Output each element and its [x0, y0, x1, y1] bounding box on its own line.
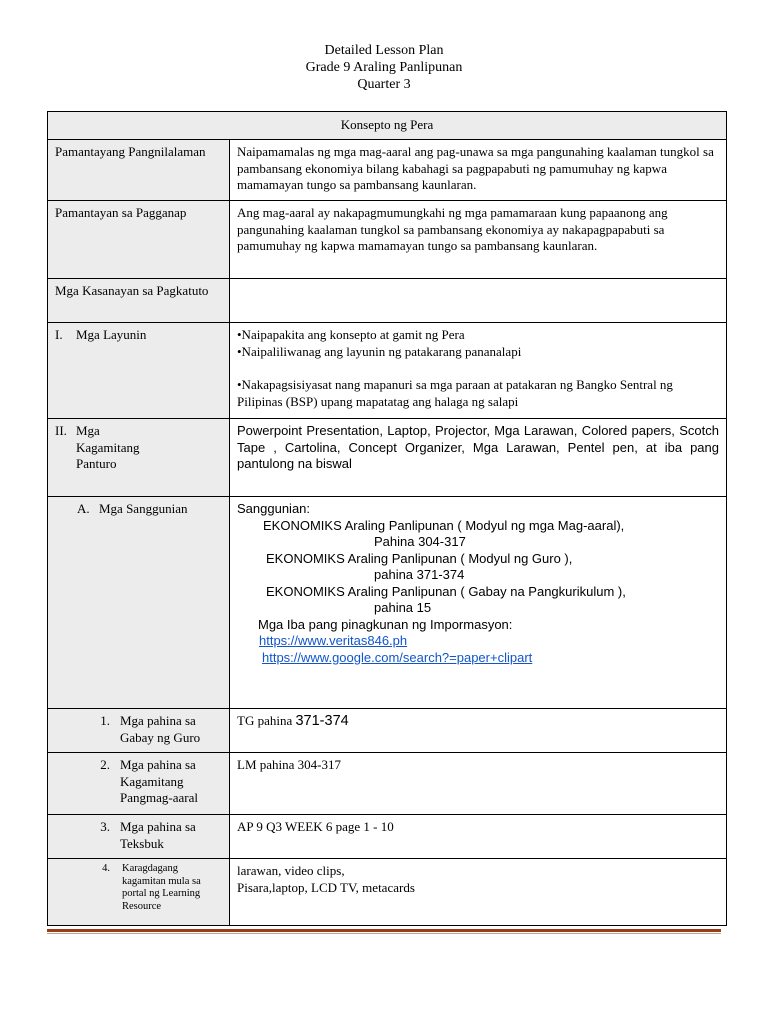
- row-label-text: Mga Layunin: [76, 327, 147, 342]
- row-label: [48, 815, 230, 859]
- item-number: 2.: [100, 757, 110, 772]
- row-label-text: Mga pahina sa Teksbuk: [120, 819, 196, 851]
- item-number: 1.: [100, 713, 110, 728]
- list-item: •Naipapakita ang konsepto at gamit ng Pera: [237, 327, 465, 342]
- row-label: [48, 859, 230, 926]
- value-prefix: TG pahina: [237, 713, 296, 728]
- row-label-text: Mga pahina sa Kagamitang Pangmag-aaral: [120, 757, 198, 805]
- other-sources-heading: Mga Iba pang pinagkunan ng Impormasyon:: [258, 616, 513, 632]
- row-label: Pamantayan sa Pagganap: [48, 201, 230, 279]
- table-row: [48, 709, 727, 753]
- row-label-text: Mga Sanggunian: [99, 501, 188, 516]
- row-label: [48, 753, 230, 815]
- item-number: 4.: [102, 863, 110, 874]
- row-value: [230, 859, 727, 926]
- roman-numeral: I.: [55, 327, 63, 342]
- table-row: [48, 279, 727, 323]
- references-heading: Sanggunian:: [237, 501, 311, 516]
- header-quarter: Quarter 3: [357, 77, 411, 92]
- reference-pages: Pahina 304-317: [374, 534, 466, 549]
- reference-link[interactable]: https://www.google.com/search?=paper+clipart: [262, 649, 533, 665]
- row-value: [230, 709, 727, 753]
- list-item: •Naipaliliwanag ang layunin ng patakarang pananalapi: [237, 343, 522, 359]
- row-value: Powerpoint Presentation, Laptop, Projector, Mga Larawan, Colored papers, Scotch Tape , Cartolina, Concept Organizer, Mga Larawan, Pentel pen, at iba pang pantulong na biswal: [230, 419, 727, 497]
- reference-item: EKONOMIKS Araling Panlipunan ( Modyul ng Guro ),: [266, 550, 573, 566]
- footer-rule: [47, 929, 721, 934]
- value-line: Pisara,laptop, LCD TV, metacards: [237, 879, 415, 895]
- reference-pages: pahina 15: [374, 600, 432, 615]
- objectives-list: [230, 323, 727, 419]
- reference-link[interactable]: https://www.veritas846.ph: [259, 633, 408, 648]
- row-label: Mga Kasanayan sa Pagkatuto: [48, 279, 230, 323]
- reference-pages: pahina 371-374: [374, 567, 465, 582]
- roman-numeral: II.: [55, 423, 67, 438]
- row-label-text: Mga Kagamitang Panturo: [76, 423, 140, 471]
- row-label: [48, 323, 230, 419]
- table-row: [48, 201, 727, 279]
- row-value: AP 9 Q3 WEEK 6 page 1 - 10: [230, 815, 727, 859]
- table-title: Konsepto ng Pera: [48, 112, 727, 140]
- table-title-row: [48, 112, 727, 140]
- table-row: [48, 859, 727, 926]
- row-label: [48, 709, 230, 753]
- row-label-text: Karagdagang kagamitan mula sa portal ng Learning Resource: [122, 863, 201, 912]
- row-label-text: Mga pahina sa Gabay ng Guro: [120, 713, 201, 745]
- value-line: larawan, video clips,: [237, 863, 345, 878]
- header-title: Detailed Lesson Plan: [324, 43, 444, 58]
- table-row: [48, 815, 727, 859]
- row-label: [48, 419, 230, 497]
- reference-item: EKONOMIKS Araling Panlipunan ( Modyul ng mga Mag-aaral),: [263, 517, 625, 533]
- header-subject: Grade 9 Araling Panlipunan: [305, 60, 463, 75]
- item-number: 3.: [100, 819, 110, 834]
- row-value: Naipamamalas ng mga mag-aaral ang pag-unawa sa mga pangunahing kaalaman tungkol sa pambansang ekonomiya bilang kabahagi sa pagpapabuti ng pamumuhay ng kapwa mamamayan tungo sa pambansang kaunlaran.: [230, 140, 727, 201]
- table-row: [48, 323, 727, 419]
- table-row: [48, 753, 727, 815]
- row-label: Pamantayang Pangnilalaman: [48, 140, 230, 201]
- row-value-empty: [230, 279, 727, 323]
- document-header: [0, 42, 768, 93]
- row-value: Ang mag-aaral ay nakapagmumungkahi ng mga pamamaraan kung papaanong ang pangunahing kaalaman tungkol sa pambansang ekonomiya ay nakapagpapabuti sa pamumuhay ng kapwa mamamayan tungo sa pambansang kaunlaran.: [230, 201, 727, 279]
- lesson-plan-table: [47, 111, 727, 926]
- reference-item: EKONOMIKS Araling Panlipunan ( Gabay na Pangkurikulum ),: [266, 583, 626, 599]
- value-pages: 371-374: [295, 713, 349, 729]
- list-item: •Nakapagsisiyasat nang mapanuri sa mga paraan at patakaran ng Bangko Sentral ng Pilipinas (BSP) upang mapatatag ang halaga ng salapi: [237, 377, 673, 409]
- section-letter: A.: [77, 501, 90, 516]
- table-row: [48, 140, 727, 201]
- row-label: [48, 497, 230, 709]
- table-row: [48, 419, 727, 497]
- row-value: LM pahina 304-317: [230, 753, 727, 815]
- references-cell: [230, 497, 727, 709]
- table-row: [48, 497, 727, 709]
